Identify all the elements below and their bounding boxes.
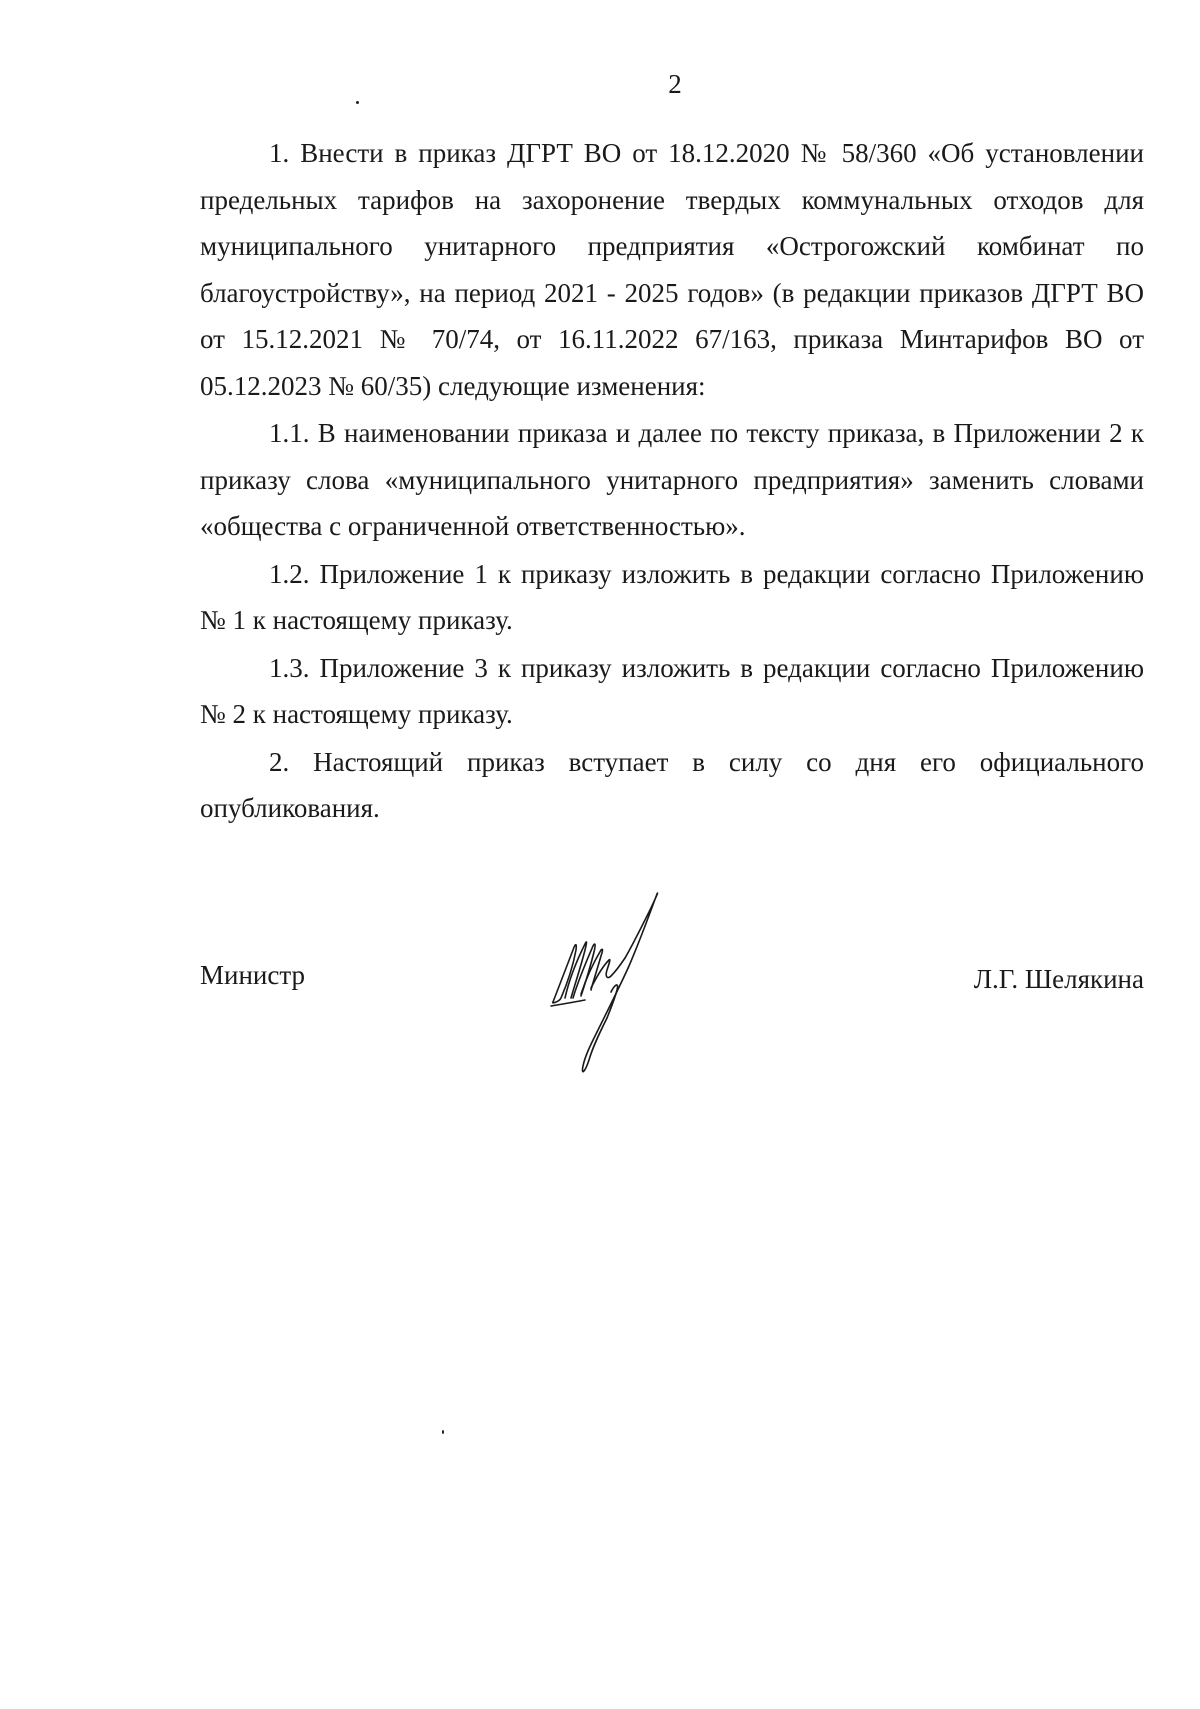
document-body [200,130,1144,833]
paragraph-1-2: 1.2. Приложение 1 к приказу изложить в редакции согласно Приложению № 1 к настоящему приказу. [200,558,1144,635]
page-number: 2 [668,69,682,99]
signatory-title: Министр [200,960,305,990]
paragraph-1-3: 1.3. Приложение 3 к приказу изложить в редакции согласно Приложению № 2 к настоящему приказу. [200,652,1144,729]
handwritten-signature [545,880,705,1080]
paragraph-1: 1. Внести в приказ ДГРТ ВО от 18.12.2020 № 58/360 «Об установлении предельных тарифов на захоронение твердых коммунальных отходов для муниципального унитарного предприятия «Острогожский комбинат по благоустройству», на период 2021 - 2025 годов» (в редакции приказов ДГРТ ВО от 15.12.2021 № 70/74, от 16.11.2022 67/163, приказа Минтарифов ВО от 05.12.2023 № 60/35) следующие изменения: [200,138,1144,401]
scan-speck [356,101,359,104]
paragraph-1-1: 1.1. В наименовании приказа и далее по тексту приказа, в Приложении 2 к приказу слова «муниципального унитарного предприятия» заменить словами «общества с ограниченной ответственностью». [200,418,1144,541]
scan-speck [442,1430,444,1434]
paragraph-2: 2. Настоящий приказ вступает в силу со дня его официального опубликования. [200,746,1144,823]
signatory-name: Л.Г. Шелякина [973,964,1144,994]
